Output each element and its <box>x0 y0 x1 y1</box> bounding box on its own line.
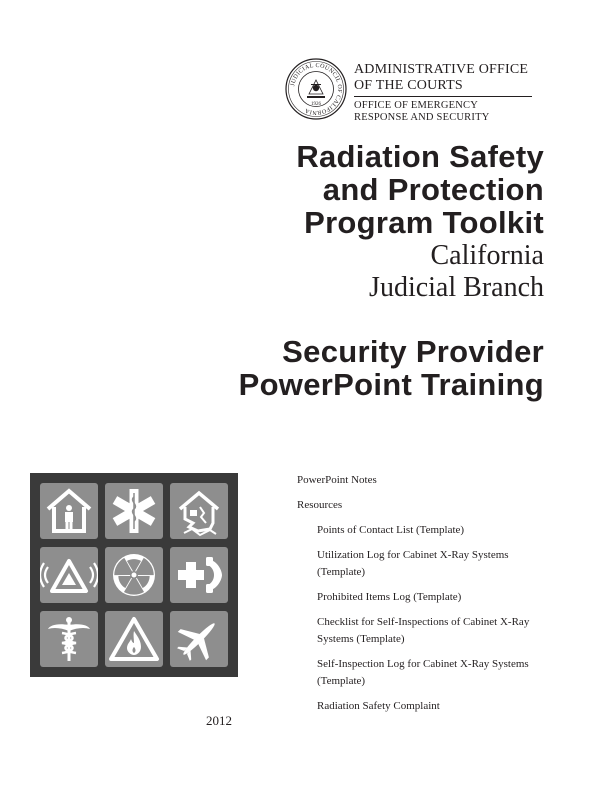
contents-list <box>297 472 537 723</box>
list-item: Prohibited Items Log (Template) <box>317 591 462 603</box>
fire-warning-icon <box>105 611 163 667</box>
title-line-5: Judicial Branch <box>369 272 544 303</box>
list-item: Resources <box>297 499 343 511</box>
subtitle-line-1: Security Provider <box>282 334 544 369</box>
title-line-1: Radiation Safety <box>296 139 544 174</box>
star-of-life-icon <box>105 483 163 539</box>
seal-year: 1926 <box>311 102 321 107</box>
document-subtitle <box>239 335 544 401</box>
title-line-4: California <box>430 240 544 271</box>
shelter-icon <box>40 483 98 539</box>
medical-phone-icon <box>170 547 228 603</box>
radiation-icon <box>105 547 163 603</box>
list-item: Utilization Log for Cabinet X-Ray Systems (Template) <box>317 549 509 578</box>
document-title <box>296 140 544 303</box>
list-item: PowerPoint Notes <box>297 474 377 486</box>
organization-header <box>354 62 532 124</box>
org-divider <box>354 96 532 97</box>
org-name-line1: ADMINISTRATIVE OFFICE <box>354 62 529 77</box>
publication-year: 2012 <box>206 713 232 728</box>
list-item: Self-Inspection Log for Cabinet X-Ray Systems (Template) <box>317 658 529 687</box>
radio-warning-icon <box>40 547 98 603</box>
earthquake-house-icon <box>170 483 228 539</box>
list-item: Points of Contact List (Template) <box>317 524 465 536</box>
subtitle-line-2: PowerPoint Training <box>238 367 544 402</box>
office-name-line1: OFFICE OF EMERGENCY <box>354 100 478 111</box>
airplane-icon <box>170 611 228 667</box>
title-line-3: Program Toolkit <box>304 205 544 240</box>
list-item: Radiation Safety Complaint <box>317 700 440 712</box>
caduceus-icon <box>40 611 98 667</box>
title-line-2: and Protection <box>322 172 544 207</box>
office-name-line2: RESPONSE AND SECURITY <box>354 112 490 123</box>
list-item: Checklist for Self-Inspections of Cabinet X-Ray Systems (Template) <box>317 616 530 645</box>
seal-ring-text: JUDICIAL COUNCIL OF CALIFORNIA <box>290 62 343 116</box>
org-name-line2: OF THE COURTS <box>354 78 463 93</box>
judicial-council-seal <box>285 58 347 120</box>
emergency-icon-grid <box>30 473 238 677</box>
